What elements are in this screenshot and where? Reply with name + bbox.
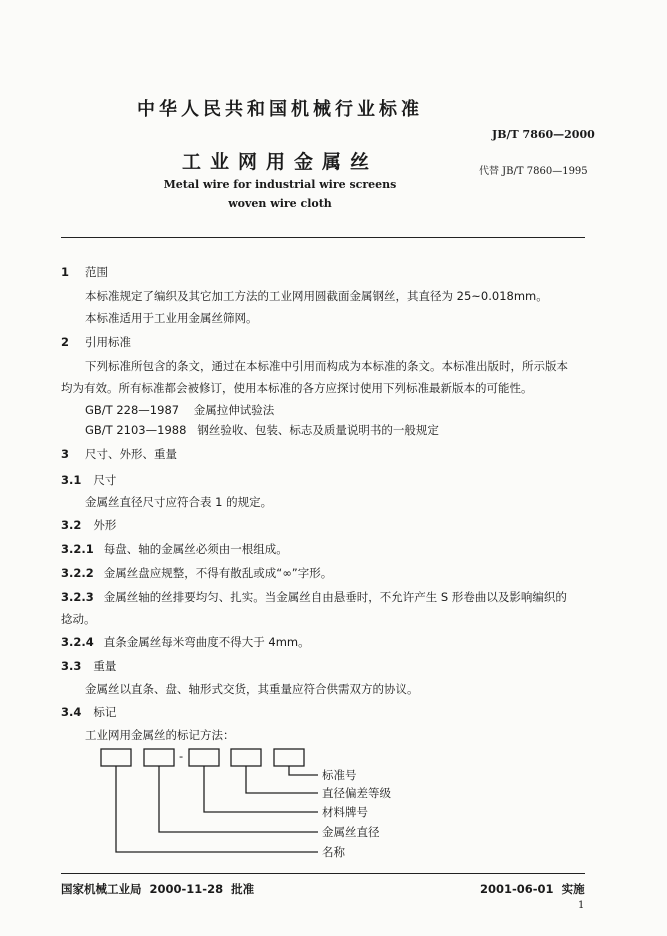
marking-box-standard-number (274, 749, 304, 766)
section-3-heading: 3 尺寸、外形、重量 (61, 447, 178, 461)
marking-label-standard-number: 标准号 (322, 768, 357, 782)
leader-line-name (116, 766, 318, 852)
section-3-2-3: 3.2.3 金属丝轴的丝排要均匀、扎实。当金属丝自由悬垂时，不允许产生 S 形卷曲以及影响编织的 (61, 590, 567, 604)
section-3-2-heading: 3.2 外形 (61, 518, 117, 532)
section-3-4-paragraph: 工业网用金属丝的标记方法： (85, 728, 235, 742)
section-3-2-1: 3.2.1 每盘、轴的金属丝必须由一根组成。 (61, 542, 288, 556)
leader-line-tolerance-grade (246, 766, 318, 793)
marking-box-diameter (144, 749, 174, 766)
reference-gb-t-2103: GB/T 2103—1988 钢丝验收、包装、标志及质量说明书的一般规定 (85, 423, 439, 437)
industry-standard-heading: 中华人民共和国机械行业标准 (137, 99, 423, 120)
section-3-1-heading: 3.1 尺寸 (61, 473, 117, 487)
page-number: 1 (578, 900, 585, 911)
section-2-paragraph-line1: 下列标准所包含的条文，通过在本标准中引用而构成为本标准的条文。本标准出版时，所示版本 (85, 359, 568, 373)
section-2-heading: 2 引用标准 (61, 335, 132, 349)
marking-label-name: 名称 (322, 845, 345, 859)
footer-divider (61, 873, 585, 874)
marking-separator: - (179, 749, 184, 763)
section-3-2-3-continuation: 捻动。 (61, 612, 96, 626)
effective-date-line: 2001-06-01 实施 (480, 882, 585, 896)
document-title-cn: 工业网用金属丝 (181, 151, 378, 173)
section-3-3-paragraph: 金属丝以直条、盘、轴形式交货，其重量应符合供需双方的协议。 (85, 682, 419, 696)
marking-label-material: 材料牌号 (322, 805, 368, 819)
section-1-paragraph-1: 本标准规定了编织及其它加工方法的工业网用圆截面金属钢丝，其直径为 25~0.018mm。 (85, 289, 548, 303)
section-3-1-paragraph: 金属丝直径尺寸应符合表 1 的规定。 (85, 495, 273, 509)
marking-box-name (101, 749, 131, 766)
section-3-4-heading: 3.4 标记 (61, 705, 117, 719)
section-2-paragraph-line2: 均为有效。所有标准都会被修订，使用本标准的各方应探讨使用下列标准最新版本的可能性。 (61, 381, 533, 395)
section-3-2-2: 3.2.2 金属丝盘应规整，不得有散乱或成“∞”字形。 (61, 566, 333, 580)
section-1-paragraph-2: 本标准适用于工业用金属丝筛网。 (85, 311, 258, 325)
marking-box-tolerance-grade (231, 749, 261, 766)
marking-label-tolerance-grade: 直径偏差等级 (322, 786, 391, 800)
document-title-en-line2: woven wire cloth (228, 197, 332, 210)
replaces-standard: 代替 JB/T 7860—1995 (479, 166, 588, 177)
section-3-3-heading: 3.3 重量 (61, 659, 117, 673)
document-title-en-line1: Metal wire for industrial wire screens (163, 178, 397, 191)
approval-line: 国家机械工业局 2000-11-28 批准 (61, 882, 255, 896)
marking-label-diameter: 金属丝直径 (322, 825, 380, 839)
section-3-2-4: 3.2.4 直条金属丝每米弯曲度不得大于 4mm。 (61, 635, 310, 649)
section-1-heading: 1 范围 (61, 265, 109, 279)
leader-line-diameter (159, 766, 318, 832)
leader-line-material (204, 766, 318, 812)
marking-box-material (189, 749, 219, 766)
reference-gb-t-228: GB/T 228—1987 金属拉伸试验法 (85, 403, 275, 417)
standard-number: JB/T 7860—2000 (492, 128, 595, 141)
leader-line-standard-number (289, 766, 318, 775)
